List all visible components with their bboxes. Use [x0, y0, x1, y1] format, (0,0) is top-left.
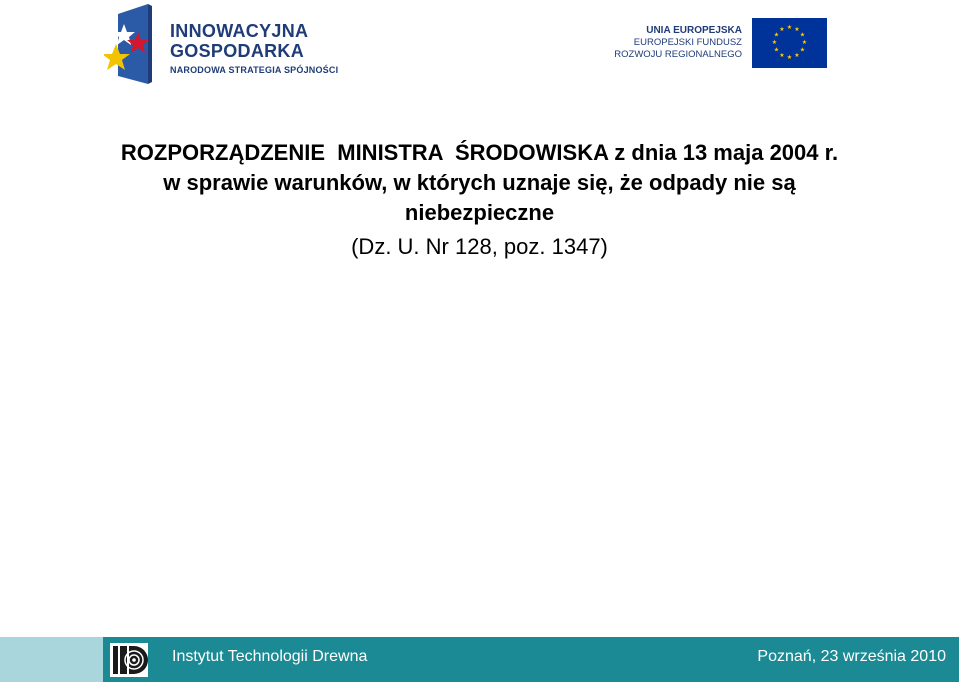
svg-text:★: ★ [799, 46, 806, 54]
innowacyjna-gospodarka-logo [104, 4, 354, 84]
svg-text:★: ★ [786, 24, 793, 31]
eu-logo-text [614, 25, 742, 61]
ig-logo-line2: GOSPODARKA [170, 41, 305, 61]
eu-logo-line2: EUROPEJSKI FUNDUSZ [633, 37, 742, 48]
footer-accent-block [0, 637, 103, 682]
footer-institute-name: Instytut Technologii Drewna [172, 648, 368, 665]
footer-place-date: Poznań, 23 września 2010 [757, 648, 946, 665]
document-title-block [0, 138, 959, 262]
footer-bar [0, 637, 959, 682]
regulation-title: ROZPORZĄDZENIE MINISTRA ŚRODOWISKA z dnia 13 maja 2004 r. [120, 140, 839, 165]
ig-logo-line3: NARODOWA STRATEGIA SPÓJNOŚCI [170, 65, 339, 75]
ig-emblem-icon [104, 4, 168, 84]
svg-text:★: ★ [779, 26, 785, 33]
ig-logo-text [170, 21, 338, 77]
svg-text:★: ★ [794, 26, 800, 33]
svg-text:★: ★ [801, 39, 808, 46]
journal-reference: (Dz. U. Nr 128, poz. 1347) [351, 234, 608, 259]
svg-text:★: ★ [786, 54, 793, 61]
svg-text:★: ★ [771, 39, 778, 46]
svg-text:★: ★ [779, 52, 785, 59]
itd-logo-icon [110, 643, 148, 677]
svg-text:★: ★ [773, 31, 780, 39]
eu-logo-line1: UNIA EUROPEJSKA [646, 25, 742, 36]
regulation-subject: w sprawie warunków, w których uznaje się, że odpady nie są niebezpieczne [163, 170, 796, 225]
eu-logo [610, 18, 828, 68]
svg-text:★: ★ [794, 52, 800, 59]
eu-flag-icon [752, 18, 827, 68]
ig-logo-line1: INNOWACYJNA [170, 21, 309, 41]
eu-logo-line3: ROZWOJU REGIONALNEGO [614, 49, 742, 60]
svg-text:★: ★ [799, 31, 806, 39]
svg-text:★: ★ [773, 46, 780, 54]
